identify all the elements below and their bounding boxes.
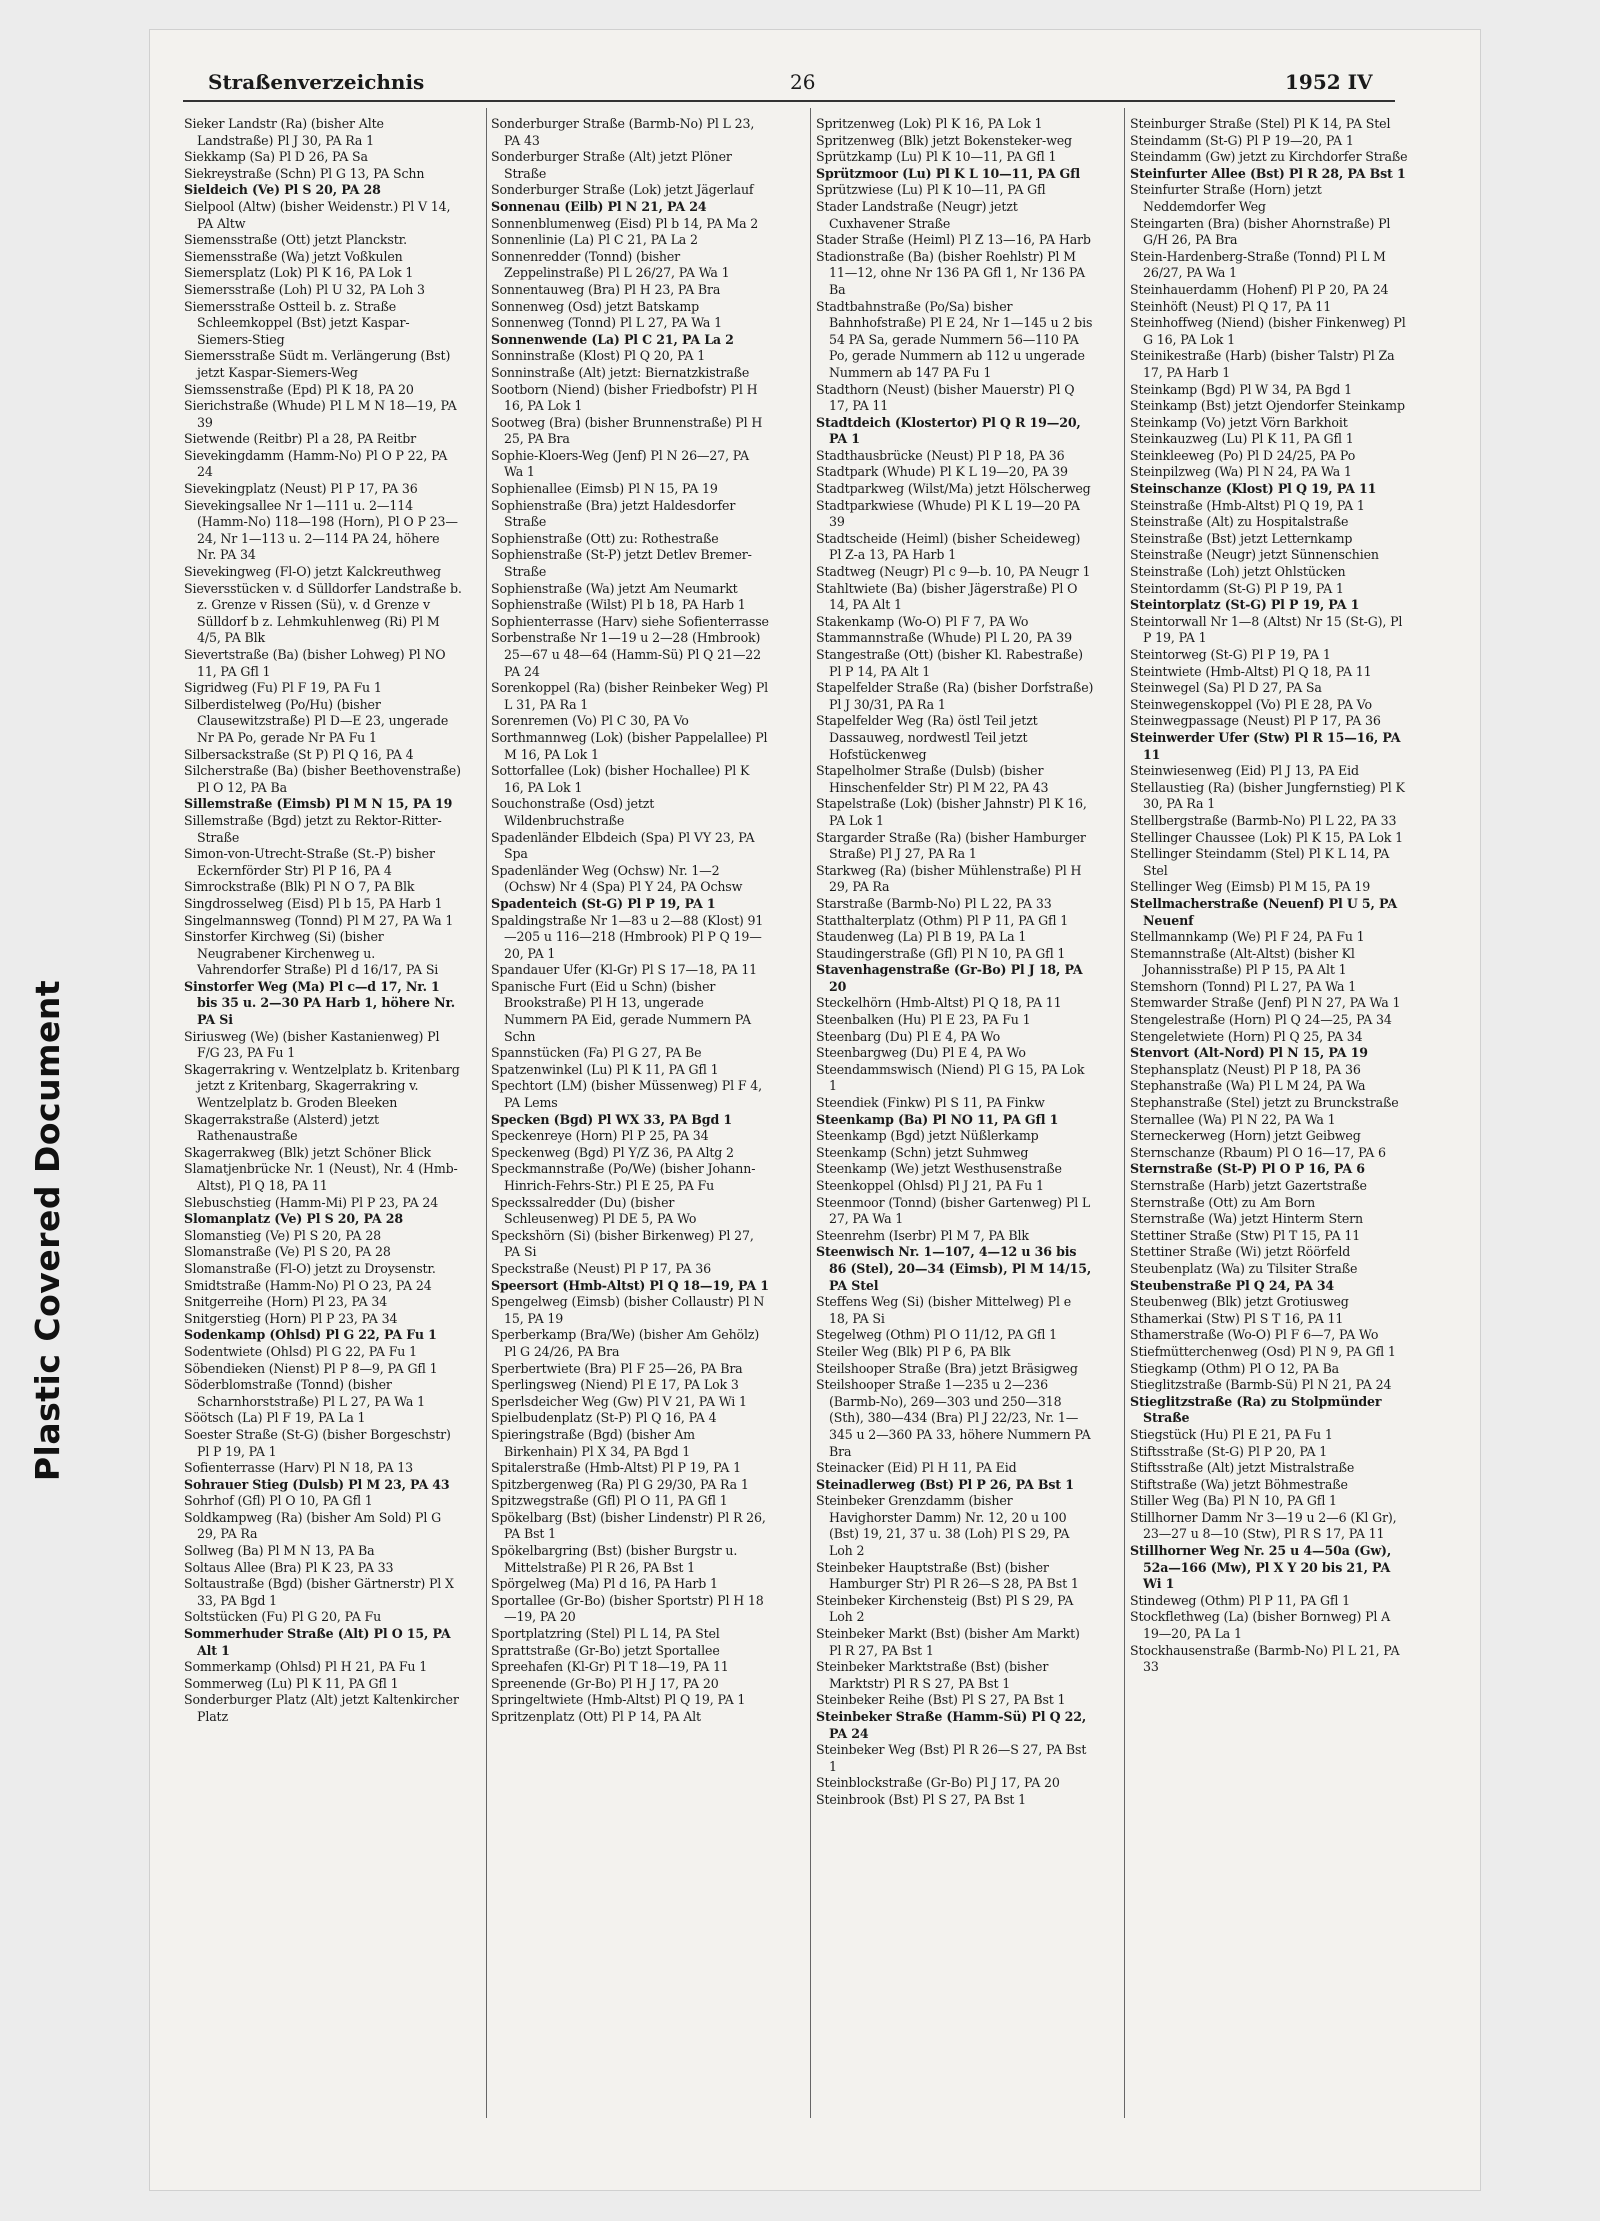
street-entry: Steenbalken (Hu) Pl E 23, PA Fu 1	[816, 1012, 1031, 1028]
street-entry: Steinbeker Markt (Bst) (bisher Am Markt) Pl R 27, PA Bst 1	[816, 1626, 1080, 1658]
street-entry: Slomanplatz (Ve) Pl S 20, PA 28	[184, 1211, 403, 1227]
header-page-number: 26	[790, 70, 816, 94]
header-year: 1952 IV	[1285, 70, 1373, 94]
street-entry: Soldkampweg (Ra) (bisher Am Sold) Pl G 29, PA Ra	[184, 1509, 442, 1542]
street-entry: Sollweg (Ba) Pl M N 13, PA Ba	[184, 1543, 375, 1559]
street-entry: Spitalerstraße (Hmb-Altst) Pl P 19, PA 1	[491, 1460, 741, 1476]
street-entry: Sportplatzring (Stel) Pl L 14, PA Stel	[491, 1626, 720, 1642]
street-entry: Spreehafen (Kl-Gr) Pl T 18—19, PA 11	[491, 1659, 729, 1675]
street-entry: Steenwisch Nr. 1—107, 4—12 u 36 bis 86 (Stel), 20—34 (Eimsb), Pl M 14/15, PA Stel	[816, 1244, 1092, 1293]
street-entry: Sprützkamp (Lu) Pl K 10—11, PA Gfl 1	[816, 149, 1057, 165]
street-entry: Spörgelweg (Ma) Pl d 16, PA Harb 1	[491, 1576, 718, 1592]
street-entry: Spaldingstraße Nr 1—83 u 2—88 (Klost) 91—205 u 116—218 (Hmbrook) Pl P Q 19—20, PA 1	[491, 912, 764, 961]
street-entry: Speckssalredder (Du) (bisher Schleusenweg) Pl DE 5, PA Wo	[491, 1194, 697, 1227]
street-entry: Steinwerder Ufer (Stw) Pl R 15—16, PA 11	[1130, 729, 1401, 762]
street-entry: Spritzenplatz (Ott) Pl P 14, PA Alt	[491, 1709, 701, 1724]
street-column-2	[491, 116, 769, 2126]
street-entry: Snitgerreihe (Horn) Pl 23, PA 34	[184, 1294, 388, 1310]
street-entry: Spadenländer Weg (Ochsw) Nr. 1—2 (Ochsw) Nr 4 (Spa) Pl Y 24, PA Ochsw	[491, 862, 743, 895]
street-entry: Starkweg (Ra) (bisher Mühlenstraße) Pl H 29, PA Ra	[816, 862, 1082, 895]
street-entry: Stephanstraße (Stel) jetzt zu Brunckstraße	[1130, 1095, 1399, 1111]
street-entry: Soltaus Allee (Bra) Pl K 23, PA 33	[184, 1559, 394, 1575]
street-entry: Sternstraße (St-P) Pl O P 16, PA 6	[1130, 1161, 1365, 1177]
street-entry: Steilshooper Straße 1—235 u 2—236 (Barmb-No), 269—303 und 250—318 (Sth), 380—434 (Bra) Pl J 22/23, Nr. 1—345 u 2—360 PA 33, höhere Nummern PA Bra	[816, 1377, 1091, 1459]
street-entry: Speckenweg (Bgd) Pl Y/Z 36, PA Altg 2	[491, 1144, 734, 1160]
street-entry: Sonderburger Straße (Barmb-No) Pl L 23, PA 43	[491, 116, 755, 148]
street-entry: Söötsch (La) Pl F 19, PA La 1	[184, 1410, 366, 1426]
street-entry: Sonderburger Straße (Lok) jetzt Jägerlauf	[491, 182, 754, 198]
street-entry: Stangestraße (Ott) (bisher Kl. Rabestraße) Pl P 14, PA Alt 1	[816, 647, 1083, 679]
street-entry: Sommerhuder Straße (Alt) Pl O 15, PA Alt 1	[184, 1626, 451, 1658]
street-entry: Stephansplatz (Neust) Pl P 18, PA 36	[1130, 1061, 1361, 1077]
street-entry: Stapelfelder Weg (Ra) östl Teil jetzt Dassauweg, nordwestl Teil jetzt Hofstückenweg	[816, 713, 1038, 762]
street-entry: Springeltwiete (Hmb-Altst) Pl Q 19, PA 1	[491, 1692, 746, 1708]
street-entry: Soltaustraße (Bgd) (bisher Gärtnerstr) Pl X 33, PA Bgd 1	[184, 1576, 454, 1608]
street-entry: Stengeletwiete (Horn) Pl Q 25, PA 34	[1130, 1028, 1363, 1044]
street-entry: Sternstraße (Harb) jetzt Gazertstraße	[1130, 1178, 1367, 1193]
street-entry: Sinstorfer Kirchweg (Si) (bisher Neugrabener Kirchenweg u. Vahrendorfer Straße) Pl d 16/17, PA Si	[184, 929, 439, 978]
street-entry: Siemersplatz (Lok) Pl K 16, PA Lok 1	[184, 265, 414, 281]
street-entry: Sonninstraße (Klost) Pl Q 20, PA 1	[491, 348, 706, 364]
street-entry: Steinkleeweg (Po) Pl D 24/25, PA Po	[1130, 447, 1356, 463]
street-entry: Siemensstraße (Ott) jetzt Planckstr.	[184, 232, 407, 248]
street-entry: Sportallee (Gr-Bo) (bisher Sportstr) Pl H 18—19, PA 20	[491, 1592, 764, 1625]
street-entry: Stellaustieg (Ra) (bisher Jungfernstieg) Pl K 30, PA Ra 1	[1130, 779, 1405, 812]
street-entry: Stahltwiete (Ba) (bisher Jägerstraße) Pl O 14, PA Alt 1	[816, 580, 1078, 613]
street-entry: Siemssenstraße (Epd) Pl K 18, PA 20	[184, 381, 414, 397]
street-entry: Stiftstraße (Wa) jetzt Böhmestraße	[1130, 1476, 1348, 1492]
street-entry: Spökelbargring (Bst) (bisher Burgstr u. Mittelstraße) Pl R 26, PA Bst 1	[491, 1543, 738, 1575]
street-entry: Sinstorfer Weg (Ma) Pl c—d 17, Nr. 1 bis 35 u. 2—30 PA Harb 1, höhere Nr. PA Si	[184, 978, 456, 1028]
street-entry: Spandauer Ufer (Kl-Gr) Pl S 17—18, PA 11	[491, 962, 758, 978]
street-entry: Sonnentauweg (Bra) Pl H 23, PA Bra	[491, 281, 721, 297]
street-entry: Stemshorn (Tonnd) Pl L 27, PA Wa 1	[1130, 978, 1357, 994]
street-entry: Steintorplatz (St-G) Pl P 19, PA 1	[1130, 597, 1360, 613]
street-entry: Steinwegenskoppel (Vo) Pl E 28, PA Vo	[1130, 696, 1372, 712]
street-entry: Spechtort (LM) (bisher Müssenweg) Pl F 4, PA Lems	[491, 1078, 762, 1111]
street-entry: Stadtpark (Whude) Pl K L 19—20, PA 39	[816, 464, 1068, 480]
street-entry: Silcherstraße (Ba) (bisher Beethovenstraße) Pl O 12, PA Ba	[184, 763, 461, 795]
street-entry: Sottorfallee (Lok) (bisher Hochallee) Pl K 16, PA Lok 1	[491, 763, 750, 795]
street-entry: Steintordamm (St-G) Pl P 19, PA 1	[1130, 580, 1344, 596]
street-entry: Steckelhörn (Hmb-Altst) Pl Q 18, PA 11	[816, 995, 1062, 1011]
street-entry: Sofienterrasse (Harv) Pl N 18, PA 13	[184, 1460, 413, 1476]
street-entry: Steinbeker Marktstraße (Bst) (bisher Marktstr) Pl R S 27, PA Bst 1	[816, 1659, 1049, 1691]
street-entry: Stiftsstraße (Alt) jetzt Mistralstraße	[1130, 1460, 1355, 1476]
street-entry: Sodentwiete (Ohlsd) Pl G 22, PA Fu 1	[184, 1343, 417, 1359]
street-entry: Spökelbarg (Bst) (bisher Lindenstr) Pl R 26, PA Bst 1	[491, 1509, 766, 1542]
street-entry: Sonnenau (Eilb) Pl N 21, PA 24	[491, 198, 707, 214]
street-entry: Souchonstraße (Osd) jetzt Wildenbruchstraße	[491, 796, 655, 828]
street-entry: Steenkamp (We) jetzt Westhusenstraße	[816, 1161, 1062, 1177]
street-entry: Stargarder Straße (Ra) (bisher Hamburger Straße) Pl J 27, PA Ra 1	[816, 829, 1086, 862]
street-entry: Stenvort (Alt-Nord) Pl N 15, PA 19	[1130, 1045, 1368, 1061]
street-entry: Siekreystraße (Schn) Pl G 13, PA Schn	[184, 165, 425, 181]
street-entry: Stadionstraße (Ba) (bisher Roehlstr) Pl M 11—12, ohne Nr 136 PA Gfl 1, Nr 136 PA Ba	[816, 248, 1085, 297]
street-entry: Steindamm (Gw) jetzt zu Kirchdorfer Straße	[1130, 149, 1408, 165]
street-entry: Skagerrakweg (Blk) jetzt Schöner Blick	[184, 1144, 431, 1160]
street-entry: Steinacker (Eid) Pl H 11, PA Eid	[816, 1460, 1017, 1476]
street-entry: Sperbertwiete (Bra) Pl F 25—26, PA Bra	[491, 1360, 743, 1376]
street-entry: Steinfurter Straße (Horn) jetzt Neddemdorfer Weg	[1130, 182, 1322, 214]
street-entry: Sonnenblumenweg (Eisd) Pl b 14, PA Ma 2	[491, 215, 759, 231]
street-entry: Stiefmütterchenweg (Osd) Pl N 9, PA Gfl 1	[1130, 1343, 1396, 1359]
street-entry: Steinstraße (Hmb-Altst) Pl Q 19, PA 1	[1130, 497, 1365, 513]
street-entry: Sprützwiese (Lu) Pl K 10—11, PA Gfl	[816, 182, 1046, 198]
street-entry: Steinbeker Grenzdamm (bisher Havighorster Damm) Nr. 12, 20 u 100 (Bst) 19, 21, 37 u. 38 (Loh) Pl S 29, PA Loh 2	[816, 1493, 1070, 1559]
header-title: Straßenverzeichnis	[208, 70, 425, 94]
street-entry: Siemersstraße Ostteil b. z. Straße Schleemkoppel (Bst) jetzt Kaspar-Siemers-Stieg	[184, 298, 410, 347]
street-entry: Stadtparkwiese (Whude) Pl K L 19—20 PA 39	[816, 497, 1080, 530]
street-entry: Stockflethweg (La) (bisher Bornweg) Pl A 19—20, PA La 1	[1130, 1609, 1391, 1642]
street-entry: Steubenplatz (Wa) zu Tilsiter Straße	[1130, 1260, 1358, 1276]
street-entry: Stadthausbrücke (Neust) Pl P 18, PA 36	[816, 447, 1065, 463]
street-entry: Steinpilzweg (Wa) Pl N 24, PA Wa 1	[1130, 464, 1352, 480]
street-entry: Steinwegpassage (Neust) Pl P 17, PA 36	[1130, 713, 1381, 729]
street-entry: Sternallee (Wa) Pl N 22, PA Wa 1	[1130, 1111, 1336, 1127]
street-entry: Steinkamp (Bgd) Pl W 34, PA Bgd 1	[1130, 381, 1352, 397]
street-entry: Sommerweg (Lu) Pl K 11, PA Gfl 1	[184, 1675, 399, 1691]
street-entry: Stellmacherstraße (Neuenf) Pl U 5, PA Neuenf	[1130, 895, 1397, 928]
street-entry: Sthamerstraße (Wo-O) Pl F 6—7, PA Wo	[1130, 1327, 1379, 1343]
street-entry: Sohrhof (Gfl) Pl O 10, PA Gfl 1	[184, 1493, 373, 1509]
street-entry: Sprützmoor (Lu) Pl K L 10—11, PA Gfl	[816, 165, 1081, 181]
street-entry: Stadtparkweg (Wilst/Ma) jetzt Hölscherweg	[816, 481, 1091, 497]
street-entry: Sigridweg (Fu) Pl F 19, PA Fu 1	[184, 680, 382, 696]
street-entry: Steinstraße (Alt) zu Hospitalstraße	[1130, 514, 1349, 530]
street-entry: Slomanstraße (Ve) Pl S 20, PA 28	[184, 1244, 391, 1260]
street-entry: Sternstraße (Wa) jetzt Hinterm Stern	[1130, 1211, 1363, 1227]
street-entry: Steenmoor (Tonnd) (bisher Gartenweg) Pl L 27, PA Wa 1	[816, 1194, 1091, 1227]
street-entry: Steinikestraße (Harb) (bisher Talstr) Pl Za 17, PA Harb 1	[1130, 348, 1395, 380]
street-entry: Sievekingsallee Nr 1—111 u. 2—114 (Hamm-No) 118—198 (Horn), Pl O P 23—24, Nr 1—113 u. 2—114 PA 24, höhere Nr. PA 34	[184, 497, 458, 563]
street-entry: Stieglitzstraße (Barmb-Sü) Pl N 21, PA 24	[1130, 1377, 1392, 1393]
street-entry: Sieversstücken v. d Sülldorfer Landstraße b. z. Grenze v Rissen (Sü), v. d Grenze v Sülldorf b z. Lehmkuhlenweg (Ri) Pl M 4/5, PA Blk	[184, 580, 462, 646]
street-entry: Stiftsstraße (St-G) Pl P 20, PA 1	[1130, 1443, 1328, 1459]
street-entry: Stellinger Steindamm (Stel) Pl K L 14, PA Stel	[1130, 846, 1390, 878]
street-entry: Stavenhagenstraße (Gr-Bo) Pl J 18, PA 20	[816, 962, 1083, 994]
street-entry: Stephanstraße (Wa) Pl L M 24, PA Wa	[1130, 1078, 1366, 1094]
street-entry: Sophienterrasse (Harv) siehe Sofienterrasse	[491, 613, 769, 629]
street-entry: Sodenkamp (Ohlsd) Pl G 22, PA Fu 1	[184, 1327, 437, 1343]
street-entry: Stader Landstraße (Neugr) jetzt Cuxhavener Straße	[816, 198, 1018, 231]
street-entry: Spritzenweg (Blk) jetzt Bokensteker-weg	[816, 132, 1072, 148]
street-entry: Steinstraße (Bst) jetzt Letternkamp	[1130, 530, 1353, 546]
street-entry: Skagerrakstraße (Alsterd) jetzt Rathenaustraße	[184, 1111, 379, 1144]
street-entry: Sievekingweg (Fl-O) jetzt Kalckreuthweg	[184, 564, 441, 580]
street-entry: Stadtweg (Neugr) Pl c 9—b. 10, PA Neugr 1	[816, 564, 1091, 580]
street-entry: Stettiner Straße (Wi) jetzt Röörfeld	[1130, 1244, 1351, 1260]
street-entry: Stiller Weg (Ba) Pl N 10, PA Gfl 1	[1130, 1493, 1337, 1509]
street-entry: Steinwiesenweg (Eid) Pl J 13, PA Eid	[1130, 763, 1359, 779]
street-entry: Steenbarg (Du) Pl E 4, PA Wo	[816, 1028, 1001, 1044]
street-entry: Spielbudenplatz (St-P) Pl Q 16, PA 4	[491, 1410, 717, 1426]
street-entry: Sillemstraße (Eimsb) Pl M N 15, PA 19	[184, 796, 453, 812]
street-entry: Spatzenwinkel (Lu) Pl K 11, PA Gfl 1	[491, 1061, 719, 1077]
side-label-container	[18, 950, 78, 1510]
street-entry: Speckstraße (Neust) Pl P 17, PA 36	[491, 1260, 712, 1276]
street-entry: Stiegkamp (Othm) Pl O 12, PA Ba	[1130, 1360, 1340, 1376]
street-entry: Sonderburger Platz (Alt) jetzt Kaltenkircher Platz	[184, 1692, 459, 1724]
street-entry: Sperberkamp (Bra/We) (bisher Am Gehölz) Pl G 24/26, PA Bra	[491, 1327, 760, 1359]
street-entry: Spreenende (Gr-Bo) Pl H J 17, PA 20	[491, 1675, 719, 1691]
street-entry: Sperlsdeicher Weg (Gw) Pl V 21, PA Wi 1	[491, 1393, 747, 1409]
street-entry: Siemersstraße (Loh) Pl U 32, PA Loh 3	[184, 281, 425, 297]
street-entry: Steinkamp (Bst) jetzt Ojendorfer Steinkamp	[1130, 398, 1405, 414]
street-entry: Steinbeker Hauptstraße (Bst) (bisher Hamburger Str) Pl R 26—S 28, PA Bst 1	[816, 1559, 1079, 1592]
street-entry: Steinadlerweg (Bst) Pl P 26, PA Bst 1	[816, 1476, 1074, 1492]
street-entry: Steintwiete (Hmb-Altst) Pl Q 18, PA 11	[1130, 663, 1372, 679]
street-entry: Stein-Hardenberg-Straße (Tonnd) Pl L M 26/27, PA Wa 1	[1130, 248, 1386, 281]
street-entry: Stader Straße (Heiml) Pl Z 13—16, PA Harb	[816, 232, 1091, 248]
street-entry: Smidtstraße (Hamm-No) Pl O 23, PA 24	[184, 1277, 432, 1293]
street-entry: Siekkamp (Sa) Pl D 26, PA Sa	[184, 149, 368, 165]
street-entry: Steinschanze (Klost) Pl Q 19, PA 11	[1130, 481, 1377, 497]
street-entry: Sievekingplatz (Neust) Pl P 17, PA 36	[184, 481, 418, 497]
header-rule	[183, 100, 1395, 102]
street-entry: Snitgerstieg (Horn) Pl P 23, PA 34	[184, 1310, 398, 1326]
street-entry: Sorenkoppel (Ra) (bisher Reinbeker Weg) Pl L 31, PA Ra 1	[491, 680, 769, 712]
street-entry: Slebuschstieg (Hamm-Mi) Pl P 23, PA 24	[184, 1194, 439, 1210]
street-column-4	[1130, 116, 1408, 2126]
street-entry: Sonnenweg (Osd) jetzt Batskamp	[491, 298, 700, 314]
street-entry: Stellbergstraße (Barmb-No) Pl L 22, PA 33	[1130, 812, 1397, 828]
street-entry: Sommerkamp (Ohlsd) Pl H 21, PA Fu 1	[184, 1659, 428, 1675]
street-entry: Steubenweg (Blk) jetzt Grotiusweg	[1130, 1294, 1349, 1310]
street-entry: Sophie-Kloers-Weg (Jenf) Pl N 26—27, PA Wa 1	[491, 447, 749, 480]
street-entry: Spritzenweg (Lok) Pl K 16, PA Lok 1	[816, 116, 1043, 131]
street-entry: Spadenländer Elbdeich (Spa) Pl VY 23, PA Spa	[491, 829, 755, 862]
street-entry: Steinkauzweg (Lu) Pl K 11, PA Gfl 1	[1130, 431, 1354, 447]
street-entry: Steiler Weg (Blk) Pl P 6, PA Blk	[816, 1343, 1011, 1359]
street-entry: Spitzbergenweg (Ra) Pl G 29/30, PA Ra 1	[491, 1476, 749, 1492]
street-entry: Sonnenweg (Tonnd) Pl L 27, PA Wa 1	[491, 315, 723, 331]
street-entry: Speersort (Hmb-Altst) Pl Q 18—19, PA 1	[491, 1277, 769, 1293]
street-entry: Sohrauer Stieg (Dulsb) Pl M 23, PA 43	[184, 1476, 450, 1492]
street-entry: Sophienstraße (Ott) zu: Rothestraße	[491, 530, 719, 546]
street-entry: Steenrehm (Iserbr) Pl M 7, PA Blk	[816, 1227, 1029, 1243]
street-entry: Steenkamp (Ba) Pl NO 11, PA Gfl 1	[816, 1111, 1059, 1127]
street-entry: Stapelholmer Straße (Dulsb) (bisher Hinschenfelder Str) Pl M 22, PA 43	[816, 763, 1049, 795]
street-entry: Stakenkamp (Wo-O) Pl F 7, PA Wo	[816, 613, 1029, 629]
street-entry: Sonnenredder (Tonnd) (bisher Zeppelinstraße) Pl L 26/27, PA Wa 1	[491, 248, 730, 281]
street-entry: Steendiek (Finkw) Pl S 11, PA Finkw	[816, 1095, 1045, 1111]
street-entry: Soltstücken (Fu) Pl G 20, PA Fu	[184, 1609, 382, 1625]
street-entry: Sonnenwende (La) Pl C 21, PA La 2	[491, 331, 734, 347]
street-entry: Stemannstraße (Alt-Altst) (bisher Kl Johannisstraße) Pl P 15, PA Alt 1	[1130, 945, 1355, 978]
street-entry: Stettiner Straße (Stw) Pl T 15, PA 11	[1130, 1227, 1361, 1243]
street-entry: Steintorweg (St-G) Pl P 19, PA 1	[1130, 647, 1331, 662]
street-entry: Steinblockstraße (Gr-Bo) Pl J 17, PA 20	[816, 1775, 1060, 1791]
street-entry: Sthamerkai (Stw) Pl S T 16, PA 11	[1130, 1310, 1344, 1326]
street-column-1	[184, 116, 462, 2126]
street-entry: Stockhausenstraße (Barmb-No) Pl L 21, PA 33	[1130, 1642, 1400, 1675]
street-entry: Sieldeich (Ve) Pl S 20, PA 28	[184, 182, 381, 198]
street-entry: Siemersstraße Südt m. Verlängerung (Bst) jetzt Kaspar-Siemers-Weg	[184, 348, 451, 380]
street-entry: Sieker Landstr (Ra) (bisher Alte Landstraße) Pl J 30, PA Ra 1	[184, 116, 384, 148]
street-entry: Starstraße (Barmb-No) Pl L 22, PA 33	[816, 895, 1052, 911]
street-entry: Stadtdeich (Klostertor) Pl Q R 19—20, PA 1	[816, 414, 1081, 447]
street-entry: Steinbeker Weg (Bst) Pl R 26—S 27, PA Bst 1	[816, 1742, 1087, 1774]
street-entry: Steinfurter Allee (Bst) Pl R 28, PA Bst 1	[1130, 165, 1406, 181]
street-entry: Sprattstraße (Gr-Bo) jetzt Sportallee	[491, 1642, 720, 1658]
street-entry: Soester Straße (St-G) (bisher Borgeschstr) Pl P 19, PA 1	[184, 1426, 451, 1459]
street-entry: Steenbargweg (Du) Pl E 4, PA Wo	[816, 1045, 1026, 1061]
street-column-3	[816, 116, 1094, 2126]
street-entry: Sievekingdamm (Hamm-No) Pl O P 22, PA 24	[184, 447, 448, 480]
street-entry: Sophienallee (Eimsb) Pl N 15, PA 19	[491, 481, 718, 497]
street-entry: Steinkamp (Vo) jetzt Vörn Barkhoit	[1130, 414, 1348, 430]
street-entry: Sonninstraße (Alt) jetzt: Biernatzkistraße	[491, 364, 750, 380]
street-entry: Stellinger Weg (Eimsb) Pl M 15, PA 19	[1130, 879, 1371, 895]
street-entry: Steinbrook (Bst) Pl S 27, PA Bst 1	[816, 1791, 1027, 1807]
column-separator	[1124, 108, 1125, 2118]
street-entry: Spieringstraße (Bgd) (bisher Am Birkenhain) Pl X 34, PA Bgd 1	[491, 1426, 695, 1459]
street-entry: Steinburger Straße (Stel) Pl K 14, PA Stel	[1130, 116, 1391, 131]
street-entry: Stillhorner Damm Nr 3—19 u 2—6 (Kl Gr), 23—27 u 8—10 (Stw), Pl R S 17, PA 11	[1130, 1509, 1397, 1542]
street-entry: Stellinger Chaussee (Lok) Pl K 15, PA Lok 1	[1130, 829, 1403, 845]
street-entry: Sterneckerweg (Horn) jetzt Geibweg	[1130, 1128, 1361, 1144]
street-entry: Sievertstraße (Ba) (bisher Lohweg) Pl NO 11, PA Gfl 1	[184, 647, 446, 679]
street-entry: Stadtscheide (Heiml) (bisher Scheideweg) Pl Z-a 13, PA Harb 1	[816, 530, 1081, 563]
street-entry: Stadthorn (Neust) (bisher Mauerstr) Pl Q 17, PA 11	[816, 381, 1075, 414]
street-entry: Stieglitzstraße (Ra) zu Stolpmünder Straße	[1130, 1393, 1382, 1426]
street-entry: Sternstraße (Ott) zu Am Born	[1130, 1194, 1316, 1210]
street-entry: Spannstücken (Fa) Pl G 27, PA Be	[491, 1045, 702, 1061]
street-entry: Staudingerstraße (Gfl) Pl N 10, PA Gfl 1	[816, 945, 1066, 961]
street-entry: Simon-von-Utrecht-Straße (St.-P) bisher Eckernförder Str) Pl P 16, PA 4	[184, 846, 435, 878]
street-entry: Spengelweg (Eimsb) (bisher Collaustr) Pl N 15, PA 19	[491, 1294, 765, 1326]
street-entry: Stemwarder Straße (Jenf) Pl N 27, PA Wa 1	[1130, 995, 1401, 1011]
street-entry: Steinstraße (Loh) jetzt Ohlstücken	[1130, 564, 1346, 580]
street-entry: Stapelfelder Straße (Ra) (bisher Dorfstraße) Pl J 30/31, PA Ra 1	[816, 680, 1094, 712]
street-entry: Steenkoppel (Ohlsd) Pl J 21, PA Fu 1	[816, 1178, 1044, 1193]
street-entry: Sorbenstraße Nr 1—19 u 2—28 (Hmbrook) 25—67 u 48—64 (Hamm-Sü) Pl Q 21—22 PA 24	[491, 630, 761, 679]
street-entry: Steinbeker Straße (Hamm-Sü) Pl Q 22, PA 24	[816, 1709, 1087, 1741]
street-entry: Sonderburger Straße (Alt) jetzt Plöner Straße	[491, 149, 732, 181]
street-entry: Siriusweg (We) (bisher Kastanienweg) Pl F/G 23, PA Fu 1	[184, 1028, 440, 1061]
street-entry: Stindeweg (Othm) Pl P 11, PA Gfl 1	[1130, 1592, 1351, 1608]
street-entry: Sielpool (Altw) (bisher Weidenstr.) Pl V 14, PA Altw	[184, 198, 451, 231]
street-entry: Singdrosselweg (Eisd) Pl b 15, PA Harb 1	[184, 895, 443, 911]
street-entry: Silberdistelweg (Po/Hu) (bisher Clausewitzstraße) Pl D—E 23, ungerade Nr PA Po, gerade Nr PA Fu 1	[184, 696, 449, 745]
street-entry: Stegelweg (Othm) Pl O 11/12, PA Gfl 1	[816, 1327, 1058, 1343]
street-entry: Sperlingsweg (Niend) Pl E 17, PA Lok 3	[491, 1377, 739, 1393]
street-entry: Steenkamp (Bgd) jetzt Nüßlerkamp	[816, 1128, 1039, 1144]
street-entry: Stiegstück (Hu) Pl E 21, PA Fu 1	[1130, 1426, 1333, 1442]
street-entry: Sophienstraße (Wa) jetzt Am Neumarkt	[491, 580, 738, 596]
street-entry: Stellmannkamp (We) Pl F 24, PA Fu 1	[1130, 929, 1365, 945]
street-entry: Steinbeker Reihe (Bst) Pl S 27, PA Bst 1	[816, 1692, 1066, 1708]
street-entry: Sophienstraße (St-P) jetzt Detlev Bremer-Straße	[491, 547, 752, 580]
street-entry: Stadtbahnstraße (Po/Sa) bisher Bahnhofstraße) Pl E 24, Nr 1—145 u 2 bis 54 PA Sa, gerade Nummern 56—110 PA Po, gerade Nummern ab 112 u ungerade Nummern ab 147 PA Fu 1	[816, 298, 1093, 380]
street-entry: Sonnenlinie (La) Pl C 21, PA La 2	[491, 232, 698, 248]
street-entry: Simrockstraße (Blk) Pl N O 7, PA Blk	[184, 879, 415, 895]
street-entry: Steffens Weg (Si) (bisher Mittelweg) Pl e 18, PA Si	[816, 1294, 1072, 1326]
street-entry: Speckshörn (Si) (bisher Birkenweg) Pl 27, PA Si	[491, 1227, 754, 1260]
street-entry: Steinhoffweg (Niend) (bisher Finkenweg) Pl G 16, PA Lok 1	[1130, 315, 1406, 347]
street-entry: Steendammswisch (Niend) Pl G 15, PA Lok 1	[816, 1061, 1085, 1094]
street-entry: Sternschanze (Rbaum) Pl O 16—17, PA 6	[1130, 1144, 1386, 1160]
street-entry: Specken (Bgd) Pl WX 33, PA Bgd 1	[491, 1111, 732, 1127]
street-entry: Slomanstraße (Fl-O) jetzt zu Droysenstr.	[184, 1260, 436, 1276]
street-entry: Spanische Furt (Eid u Schn) (bisher Brookstraße) Pl H 13, ungerade Nummern PA Eid, gerade Nummern PA Schn	[491, 978, 751, 1044]
street-entry: Skagerrakring v. Wentzelplatz b. Kritenbarg jetzt z Kritenbarg, Skagerrakring v. Wentzelplatz b. Groden Bleeken	[184, 1061, 460, 1111]
street-entry: Steindamm (St-G) Pl P 19—20, PA 1	[1130, 132, 1354, 148]
street-entry: Sillemstraße (Bgd) jetzt zu Rektor-Ritter-Straße	[184, 812, 442, 845]
street-entry: Söderblomstraße (Tonnd) (bisher Scharnhorststraße) Pl L 27, PA Wa 1	[184, 1377, 425, 1409]
street-entry: Steinhöft (Neust) Pl Q 17, PA 11	[1130, 298, 1332, 314]
street-entry: Sophienstraße (Wilst) Pl b 18, PA Harb 1	[491, 597, 746, 613]
street-entry: Speckenreye (Horn) Pl P 25, PA 34	[491, 1128, 709, 1144]
street-entry: Sierichstraße (Whude) Pl L M N 18—19, PA 39	[184, 398, 457, 430]
street-entry: Sootweg (Bra) (bisher Brunnenstraße) Pl H 25, PA Bra	[491, 414, 763, 447]
street-entry: Spitzwegstraße (Gfl) Pl O 11, PA Gfl 1	[491, 1493, 728, 1509]
street-entry: Steenkamp (Schn) jetzt Suhmweg	[816, 1144, 1029, 1160]
street-entry: Staudenweg (La) Pl B 19, PA La 1	[816, 929, 1027, 945]
street-entry: Sorenremen (Vo) Pl C 30, PA Vo	[491, 713, 689, 729]
street-entry: Spadenteich (St-G) Pl P 19, PA 1	[491, 895, 716, 911]
street-entry: Söbendieken (Nienst) Pl P 8—9, PA Gfl 1	[184, 1360, 438, 1376]
street-entry: Steilshooper Straße (Bra) jetzt Bräsigweg	[816, 1360, 1078, 1376]
street-entry: Steinwegel (Sa) Pl D 27, PA Sa	[1130, 680, 1322, 696]
street-entry: Steintorwall Nr 1—8 (Altst) Nr 15 (St-G), Pl P 19, PA 1	[1130, 613, 1403, 646]
street-entry: Sophienstraße (Bra) jetzt Haldesdorfer Straße	[491, 497, 736, 530]
street-entry: Singelmannsweg (Tonnd) Pl M 27, PA Wa 1	[184, 912, 454, 928]
street-entry: Sorthmannweg (Lok) (bisher Pappelallee) Pl M 16, PA Lok 1	[491, 729, 768, 762]
street-entry: Steinhauerdamm (Hohenf) Pl P 20, PA 24	[1130, 281, 1389, 297]
street-entry: Siemensstraße (Wa) jetzt Voßkulen	[184, 248, 403, 264]
street-entry: Stillhorner Weg Nr. 25 u 4—50a (Gw), 52a—166 (Mw), Pl X Y 20 bis 21, PA Wi 1	[1130, 1543, 1392, 1592]
street-entry: Silbersackstraße (St P) Pl Q 16, PA 4	[184, 746, 414, 762]
street-entry: Slamatjenbrücke Nr. 1 (Neust), Nr. 4 (Hmb-Altst), Pl Q 18, PA 11	[184, 1161, 458, 1193]
column-separator	[810, 108, 811, 2118]
street-entry: Stapelstraße (Lok) (bisher Jahnstr) Pl K 16, PA Lok 1	[816, 796, 1087, 828]
street-entry: Steingarten (Bra) (bisher Ahornstraße) Pl G/H 26, PA Bra	[1130, 215, 1391, 248]
street-entry: Steinstraße (Neugr) jetzt Sünnenschien	[1130, 547, 1379, 563]
column-separator	[486, 108, 487, 2118]
street-entry: Sietwende (Reitbr) Pl a 28, PA Reitbr	[184, 431, 416, 447]
street-entry: Speckmannstraße (Po/We) (bisher Johann-Hinrich-Fehrs-Str.) Pl E 25, PA Fu	[491, 1161, 756, 1193]
side-label: Plastic Covered Document	[28, 979, 68, 1481]
street-entry: Sootborn (Niend) (bisher Friedbofstr) Pl H 16, PA Lok 1	[491, 381, 758, 414]
street-entry: Statthalterplatz (Othm) Pl P 11, PA Gfl 1	[816, 912, 1069, 928]
street-entry: Slomanstieg (Ve) Pl S 20, PA 28	[184, 1227, 382, 1243]
street-entry: Stengelestraße (Horn) Pl Q 24—25, PA 34	[1130, 1012, 1392, 1028]
street-entry: Steinbeker Kirchensteig (Bst) Pl S 29, PA Loh 2	[816, 1592, 1074, 1625]
street-entry: Stammannstraße (Whude) Pl L 20, PA 39	[816, 630, 1073, 646]
street-entry: Steubenstraße Pl Q 24, PA 34	[1130, 1277, 1335, 1293]
